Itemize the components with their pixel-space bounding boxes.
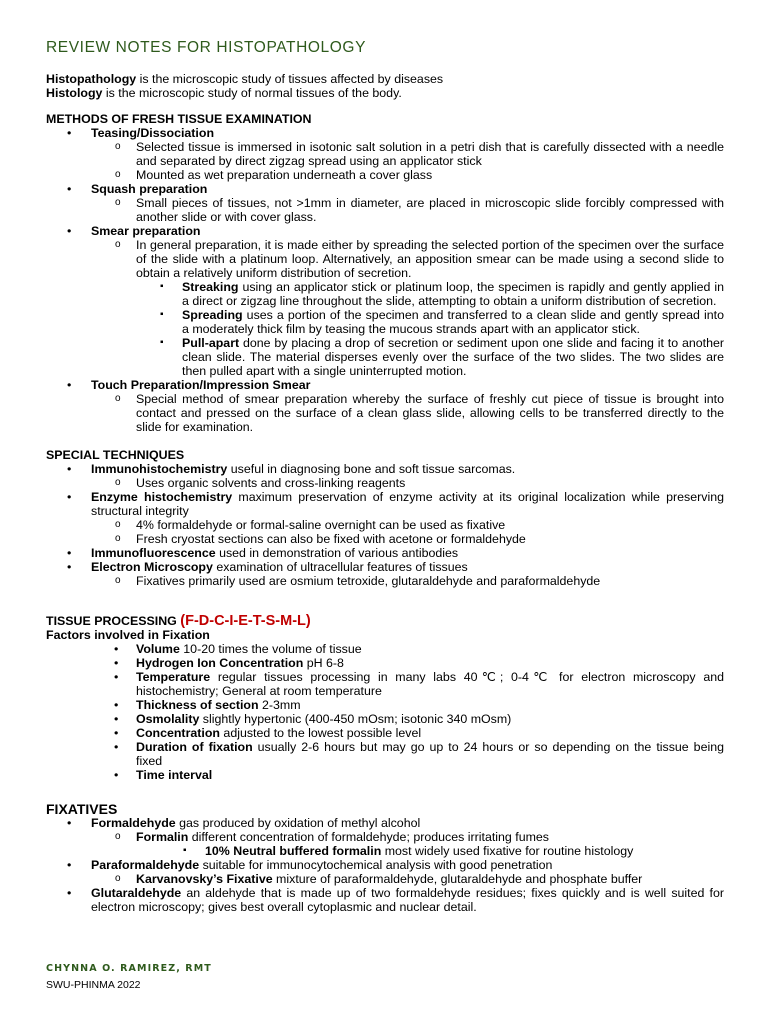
list-item: o In general preparation, it is made either by spreading the selected portion of the specimen over the surface of the slide with a platinum loop. Alternatively, an apposition smear can be made using a second slide to obtain a relatively uniform distribution of secretion. ▪ Streaking using an applicator stick or platinum loop, the specimen is rapidly and gently applied in a direct or zigzag line throughout the slide, attempting to obtain a uniform distribution of secretion. ▪ Spreading uses a portion of the specimen and transferred to a clean slide and gently spread into a moderately thick film by teasing the mucous strands apart with an applicator stick. ▪ Pull-apart done by placing a drop of secretion or sediment upon one slide and facing it to another clean slide. The material disperses evenly over the surface of the two slides. The two slides are then pulled apart with a single uninterrupted motion. [91, 238, 724, 378]
list-item-factor: • Hydrogen Ion Concentration pH 6-8 [46, 656, 724, 670]
list-item: o Small pieces of tissues, not >1mm in diameter, are placed in microscopic slide forcibly compressed with another slide or with cover glass. [91, 196, 724, 224]
list-item-immunofluorescence: • Immunofluorescence used in demonstration of various antibodies [46, 546, 724, 560]
list-item-glutaraldehyde: • Glutaraldehyde an aldehyde that is made up of two formaldehyde residues; fixes quickly and is well suited for electron microscopy; gives best overall cytoplasmic and nuclear detail. [46, 886, 724, 914]
list-item-factor: • Duration of fixation usually 2-6 hours but may go up to 24 hours or so depending on the tissue being fixed [46, 740, 724, 768]
list-item-factor: • Volume 10-20 times the volume of tissue [46, 642, 724, 656]
list-item-touch: • Touch Preparation/Impression Smear o Special method of smear preparation whereby the surface of freshly cut piece of tissue is brought into contact and pressed on the surface of a clean glass slide, allowing cells to be transferred directly to the slide for examination. [46, 378, 724, 434]
list-item-karnovsky: o Karvanovsky’s Fixative mixture of paraformaldehyde, glutaraldehyde and phosphate buffer [91, 872, 724, 886]
section-heading-tissue-processing: TISSUE PROCESSING (F-D-C-I-E-T-S-M-L) [46, 613, 311, 629]
author-name: CHYNNA O. RAMIREZ, RMT [46, 963, 212, 974]
list-item-teasing: • Teasing/Dissociation o Selected tissue is immersed in isotonic salt solution in a petri dish that is carefully dissected with a needle and separated by direct zigzag spread using an applicator stick o Mounted as wet preparation underneath a cover glass [46, 126, 724, 182]
section-heading-fresh-tissue: METHODS OF FRESH TISSUE EXAMINATION [46, 112, 312, 126]
definition-histology: Histology is the microscopic study of normal tissues of the body. [46, 86, 402, 100]
list-item: o Fixatives primarily used are osmium tetroxide, glutaraldehyde and paraformaldehyde [91, 574, 724, 588]
intro-definitions [46, 72, 724, 100]
list-item-factor: • Time interval [46, 768, 724, 782]
list-item-factor: • Temperature regular tissues processing in many labs 40℃; 0-4℃ for electron microscopy and histochemistry; General at room temperature [46, 670, 724, 698]
list-item: o Mounted as wet preparation underneath a cover glass [91, 168, 724, 182]
list-item-pull-apart: ▪ Pull-apart done by placing a drop of secretion or sediment upon one slide and facing it to another clean slide. The material disperses evenly over the surface of the two slides. The two slides are then pulled apart with a single uninterrupted motion. [136, 336, 724, 378]
fixation-factors-list [46, 642, 724, 782]
list-item-smear: • Smear preparation o In general preparation, it is made either by spreading the selected portion of the specimen over the surface of the slide with a platinum loop. Alternatively, an apposition smear can be made using a second slide to obtain a relatively uniform distribution of secretion. ▪ Streaking using an applicator stick or platinum loop, the specimen is rapidly and gently applied in a direct or zigzag line throughout the slide, attempting to obtain a uniform distribution of secretion. ▪ Spreading uses a portion of the specimen and transferred to a clean slide and gently spread into a moderately thick film by teasing the mucous strands apart with an applicator stick. ▪ Pull-apart done by placing a drop of secretion or sediment upon one slide and facing it to another clean slide. The material disperses evenly over the surface of the two slides. The two slides are then pulled apart with a single uninterrupted motion. [46, 224, 724, 378]
fixation-acronym: (F-D-C-I-E-T-S-M-L) [180, 613, 311, 629]
list-item: o 4% formaldehyde or formal-saline overnight can be used as fixative [91, 518, 724, 532]
list-item-squash: • Squash preparation o Small pieces of tissues, not >1mm in diameter, are placed in microscopic slide forcibly compressed with another slide or with cover glass. [46, 182, 724, 224]
list-item-immunohistochemistry: • Immunohistochemistry useful in diagnosing bone and soft tissue sarcomas. o Uses organic solvents and cross-linking reagents [46, 462, 724, 490]
section-heading-fixatives: FIXATIVES [46, 801, 118, 817]
page-footer [46, 962, 212, 992]
definition-histopathology: Histopathology is the microscopic study of tissues affected by diseases [46, 72, 444, 86]
list-item-streaking: ▪ Streaking using an applicator stick or platinum loop, the specimen is rapidly and gently applied in a direct or zigzag line throughout the slide, attempting to obtain a uniform distribution of secretion. [136, 280, 724, 308]
organization-year: SWU-PHINMA 2022 [46, 979, 141, 991]
list-item: o Selected tissue is immersed in isotonic salt solution in a petri dish that is carefully dissected with a needle and separated by direct zigzag spread using an applicator stick [91, 140, 724, 168]
subheading-fixation-factors: Factors involved in Fixation [46, 628, 210, 642]
list-item: o Uses organic solvents and cross-linking reagents [91, 476, 724, 490]
list-item-electron-microscopy: • Electron Microscopy examination of ultracellular features of tissues o Fixatives primarily used are osmium tetroxide, glutaraldehyde and paraformaldehyde [46, 560, 724, 588]
list-item-enzyme-histochemistry: • Enzyme histochemistry maximum preservation of enzyme activity at its original localization while preserving structural integrity o 4% formaldehyde or formal-saline overnight can be used as fixative o Fresh cryostat sections can also be fixed with acetone or formaldehyde [46, 490, 724, 546]
list-item-formalin: o Formalin different concentration of formaldehyde; produces irritating fumes ▪ 10% Neutral buffered formalin most widely used fixative for routine histology [91, 830, 724, 858]
document-page [46, 38, 724, 914]
list-item: o Fresh cryostat sections can also be fixed with acetone or formaldehyde [91, 532, 724, 546]
list-item-nbf: ▪ 10% Neutral buffered formalin most widely used fixative for routine histology [159, 844, 724, 858]
list-item-spreading: ▪ Spreading uses a portion of the specimen and transferred to a clean slide and gently spread into a moderately thick film by teasing the mucous strands apart with an applicator stick. [136, 308, 724, 336]
page-title: REVIEW NOTES FOR HISTOPATHOLOGY [46, 39, 367, 56]
special-techniques-list [46, 462, 724, 588]
list-item: o Special method of smear preparation whereby the surface of freshly cut piece of tissue is brought into contact and pressed on the surface of a clean glass slide, allowing cells to be transferred directly to the slide for examination. [91, 392, 724, 434]
list-item-factor: • Thickness of section 2-3mm [46, 698, 724, 712]
list-item-paraformaldehyde: • Paraformaldehyde suitable for immunocytochemical analysis with good penetration o Karvanovsky’s Fixative mixture of paraformaldehyde, glutaraldehyde and phosphate buffer [46, 858, 724, 886]
list-item-factor: • Concentration adjusted to the lowest possible level [46, 726, 724, 740]
fresh-methods-list [46, 126, 724, 434]
list-item-formaldehyde: • Formaldehyde gas produced by oxidation of methyl alcohol o Formalin different concentration of formaldehyde; produces irritating fumes ▪ 10% Neutral buffered formalin most widely used fixative for routine histology [46, 816, 724, 858]
section-heading-special-techniques: SPECIAL TECHNIQUES [46, 448, 185, 462]
fixatives-list [46, 816, 724, 914]
list-item-factor: • Osmolality slightly hypertonic (400-450 mOsm; isotonic 340 mOsm) [46, 712, 724, 726]
